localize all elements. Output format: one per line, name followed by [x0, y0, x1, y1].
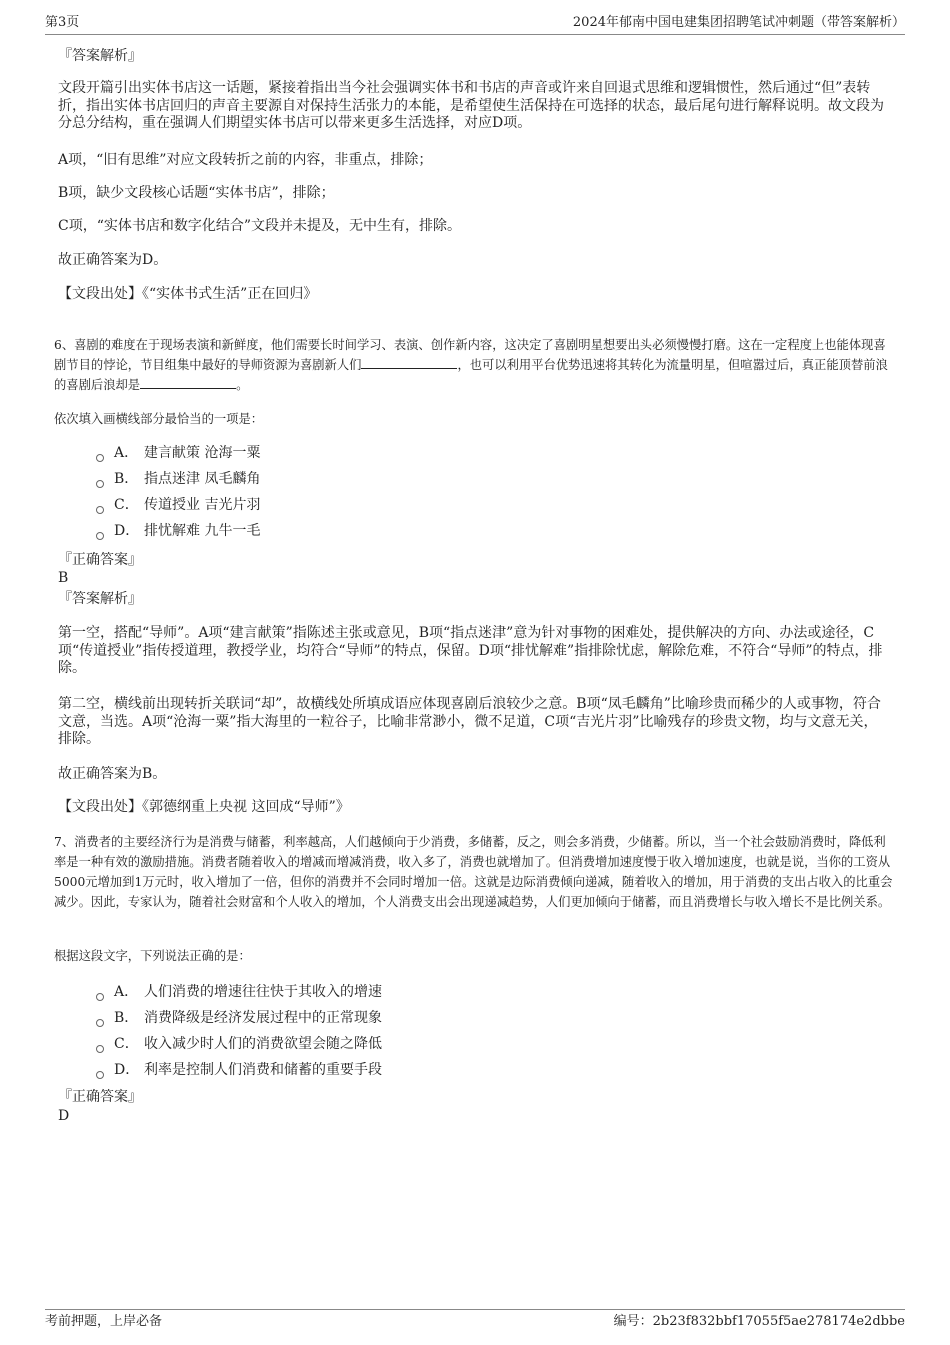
q5-analysis-option-b: B项，缺少文段核心话题“实体书店”，排除；: [58, 185, 335, 201]
q7-option-b[interactable]: B． 消费降级是经济发展过程中的正常现象: [96, 1009, 382, 1027]
q6-option-b[interactable]: B． 指点迷津 凤毛麟角: [96, 470, 260, 488]
q6-option-a[interactable]: A． 建言献策 沧海一粟: [96, 444, 260, 462]
q7-option-d[interactable]: D． 利率是控制人们消费和储蓄的重要手段: [96, 1061, 382, 1079]
radio-icon[interactable]: [96, 532, 104, 540]
radio-icon[interactable]: [96, 506, 104, 514]
page-footer: [45, 1309, 905, 1330]
q6-answer-label: 『正确答案』: [58, 552, 142, 568]
q5-analysis-label: 『答案解析』: [58, 48, 142, 64]
radio-icon[interactable]: [96, 454, 104, 462]
q7-option-a[interactable]: A． 人们消费的增速往往快于其收入的增速: [96, 983, 382, 1001]
q6-answer: B: [58, 570, 69, 586]
footer-slogan: 考前押题，上岸必备: [45, 1314, 163, 1329]
radio-icon[interactable]: [96, 1071, 104, 1079]
document-id: 编号：2b23f832bbf17055f5ae278174e2dbbe: [613, 1314, 905, 1329]
q6-analysis-paragraph-1: 第一空，搭配“导师”。A项“建言献策”指陈述主张或意见，B项“指点迷津”意为针对事物的困难处，提供解决的方向、办法或途径，C项“传道授业”指传授道理，教授学业，均符合“导师”的特点，保留。D项“排忧解难”指排除忧虑，解除危难，不符合“导师”的特点，排除。: [58, 625, 883, 676]
q6-source: 【文段出处】《郭德纲重上央视 这回成“导师”》: [58, 799, 350, 815]
page-header: [45, 14, 905, 35]
radio-icon[interactable]: [96, 480, 104, 488]
q5-analysis-option-a: A项，“旧有思维”对应文段转折之前的内容，非重点，排除；: [58, 152, 433, 168]
radio-icon[interactable]: [96, 993, 104, 1001]
answer-blank-1: [361, 356, 457, 369]
q6-option-c[interactable]: C． 传道授业 吉光片羽: [96, 496, 260, 514]
q6-stem: 6、喜剧的难度在于现场表演和新鲜度，他们需要长时间学习、表演、创作新内容，这决定了喜剧明星想要出头必须慢慢打磨。这在一定程度上也能体现喜剧节目的悖论，节目组集中最好的导师资源为喜剧新人们 ，也可以利用平台优势迅速将其转化为流量明星，但喧嚣过后，真正能顶替前浪的喜剧后浪却是 。: [54, 338, 888, 392]
radio-icon[interactable]: [96, 1019, 104, 1027]
page-number: 第3页: [45, 15, 80, 30]
q7-answer: D: [58, 1108, 70, 1124]
q7-stem: 7、消费者的主要经济行为是消费与储蓄，利率越高，人们越倾向于少消费，多储蓄，反之，则会多消费，少储蓄。所以，当一个社会鼓励消费时，降低利率是一种有效的激励措施。消费者随着收入的增减而增减消费，收入多了，消费也就增加了。但消费增加速度慢于收入增加速度，也就是说，当你的工资从5000元增加到1万元时，收入增加了一倍，但你的消费并不会同时增加一倍。这就是边际消费倾向递减，随着收入的增加，用于消费的支出占收入的比重会减少。因此，专家认为，随着社会财富和个人收入的增加，个人消费支出会出现递减趋势，人们更加倾向于储蓄，而且消费增长与收入增长不是比例关系。: [54, 835, 893, 909]
q6-conclusion: 故正确答案为B。: [58, 766, 167, 782]
q6-analysis-label: 『答案解析』: [58, 591, 142, 607]
radio-icon[interactable]: [96, 1045, 104, 1053]
q5-analysis-option-c: C项，“实体书店和数字化结合”文段并未提及，无中生有，排除。: [58, 218, 462, 234]
q5-conclusion: 故正确答案为D。: [58, 252, 168, 268]
q5-analysis-paragraph: 文段开篇引出实体书店这一话题，紧接着指出当今社会强调实体书和书店的声音或许来自回退式思维和逻辑惯性，然后通过“但”表转折，指出实体书店回归的声音主要源自对保持生活张力的本能，是希望使生活保持在可选择的状态，最后尾句进行解释说明。故文段为分总分结构，重在强调人们期望实体书店可以带来更多生活选择，对应D项。: [58, 80, 884, 131]
document-title: 2024年郁南中国电建集团招聘笔试冲刺题（带答案解析）: [572, 15, 905, 30]
q7-instruction: 根据这段文字，下列说法正确的是：: [54, 949, 251, 963]
q7-answer-label: 『正确答案』: [58, 1089, 142, 1105]
q6-option-d[interactable]: D． 排忧解难 九牛一毛: [96, 522, 260, 540]
q5-source: 【文段出处】《“实体书式生活”正在回归》: [58, 286, 318, 302]
q6-instruction: 依次填入画横线部分最恰当的一项是：: [54, 412, 264, 426]
q6-analysis-paragraph-2: 第二空，横线前出现转折关联词“却”，故横线处所填成语应体现喜剧后浪较少之意。B项“凤毛麟角”比喻珍贵而稀少的人或事物，符合文意，当选。A项“沧海一粟”指大海里的一粒谷子，比喻非常渺小，微不足道，C项“吉光片羽”比喻残存的珍贵文物，均与文意无关，排除。: [58, 696, 881, 747]
q7-option-c[interactable]: C． 收入减少时人们的消费欲望会随之降低: [96, 1035, 382, 1053]
answer-blank-2: [140, 376, 236, 389]
